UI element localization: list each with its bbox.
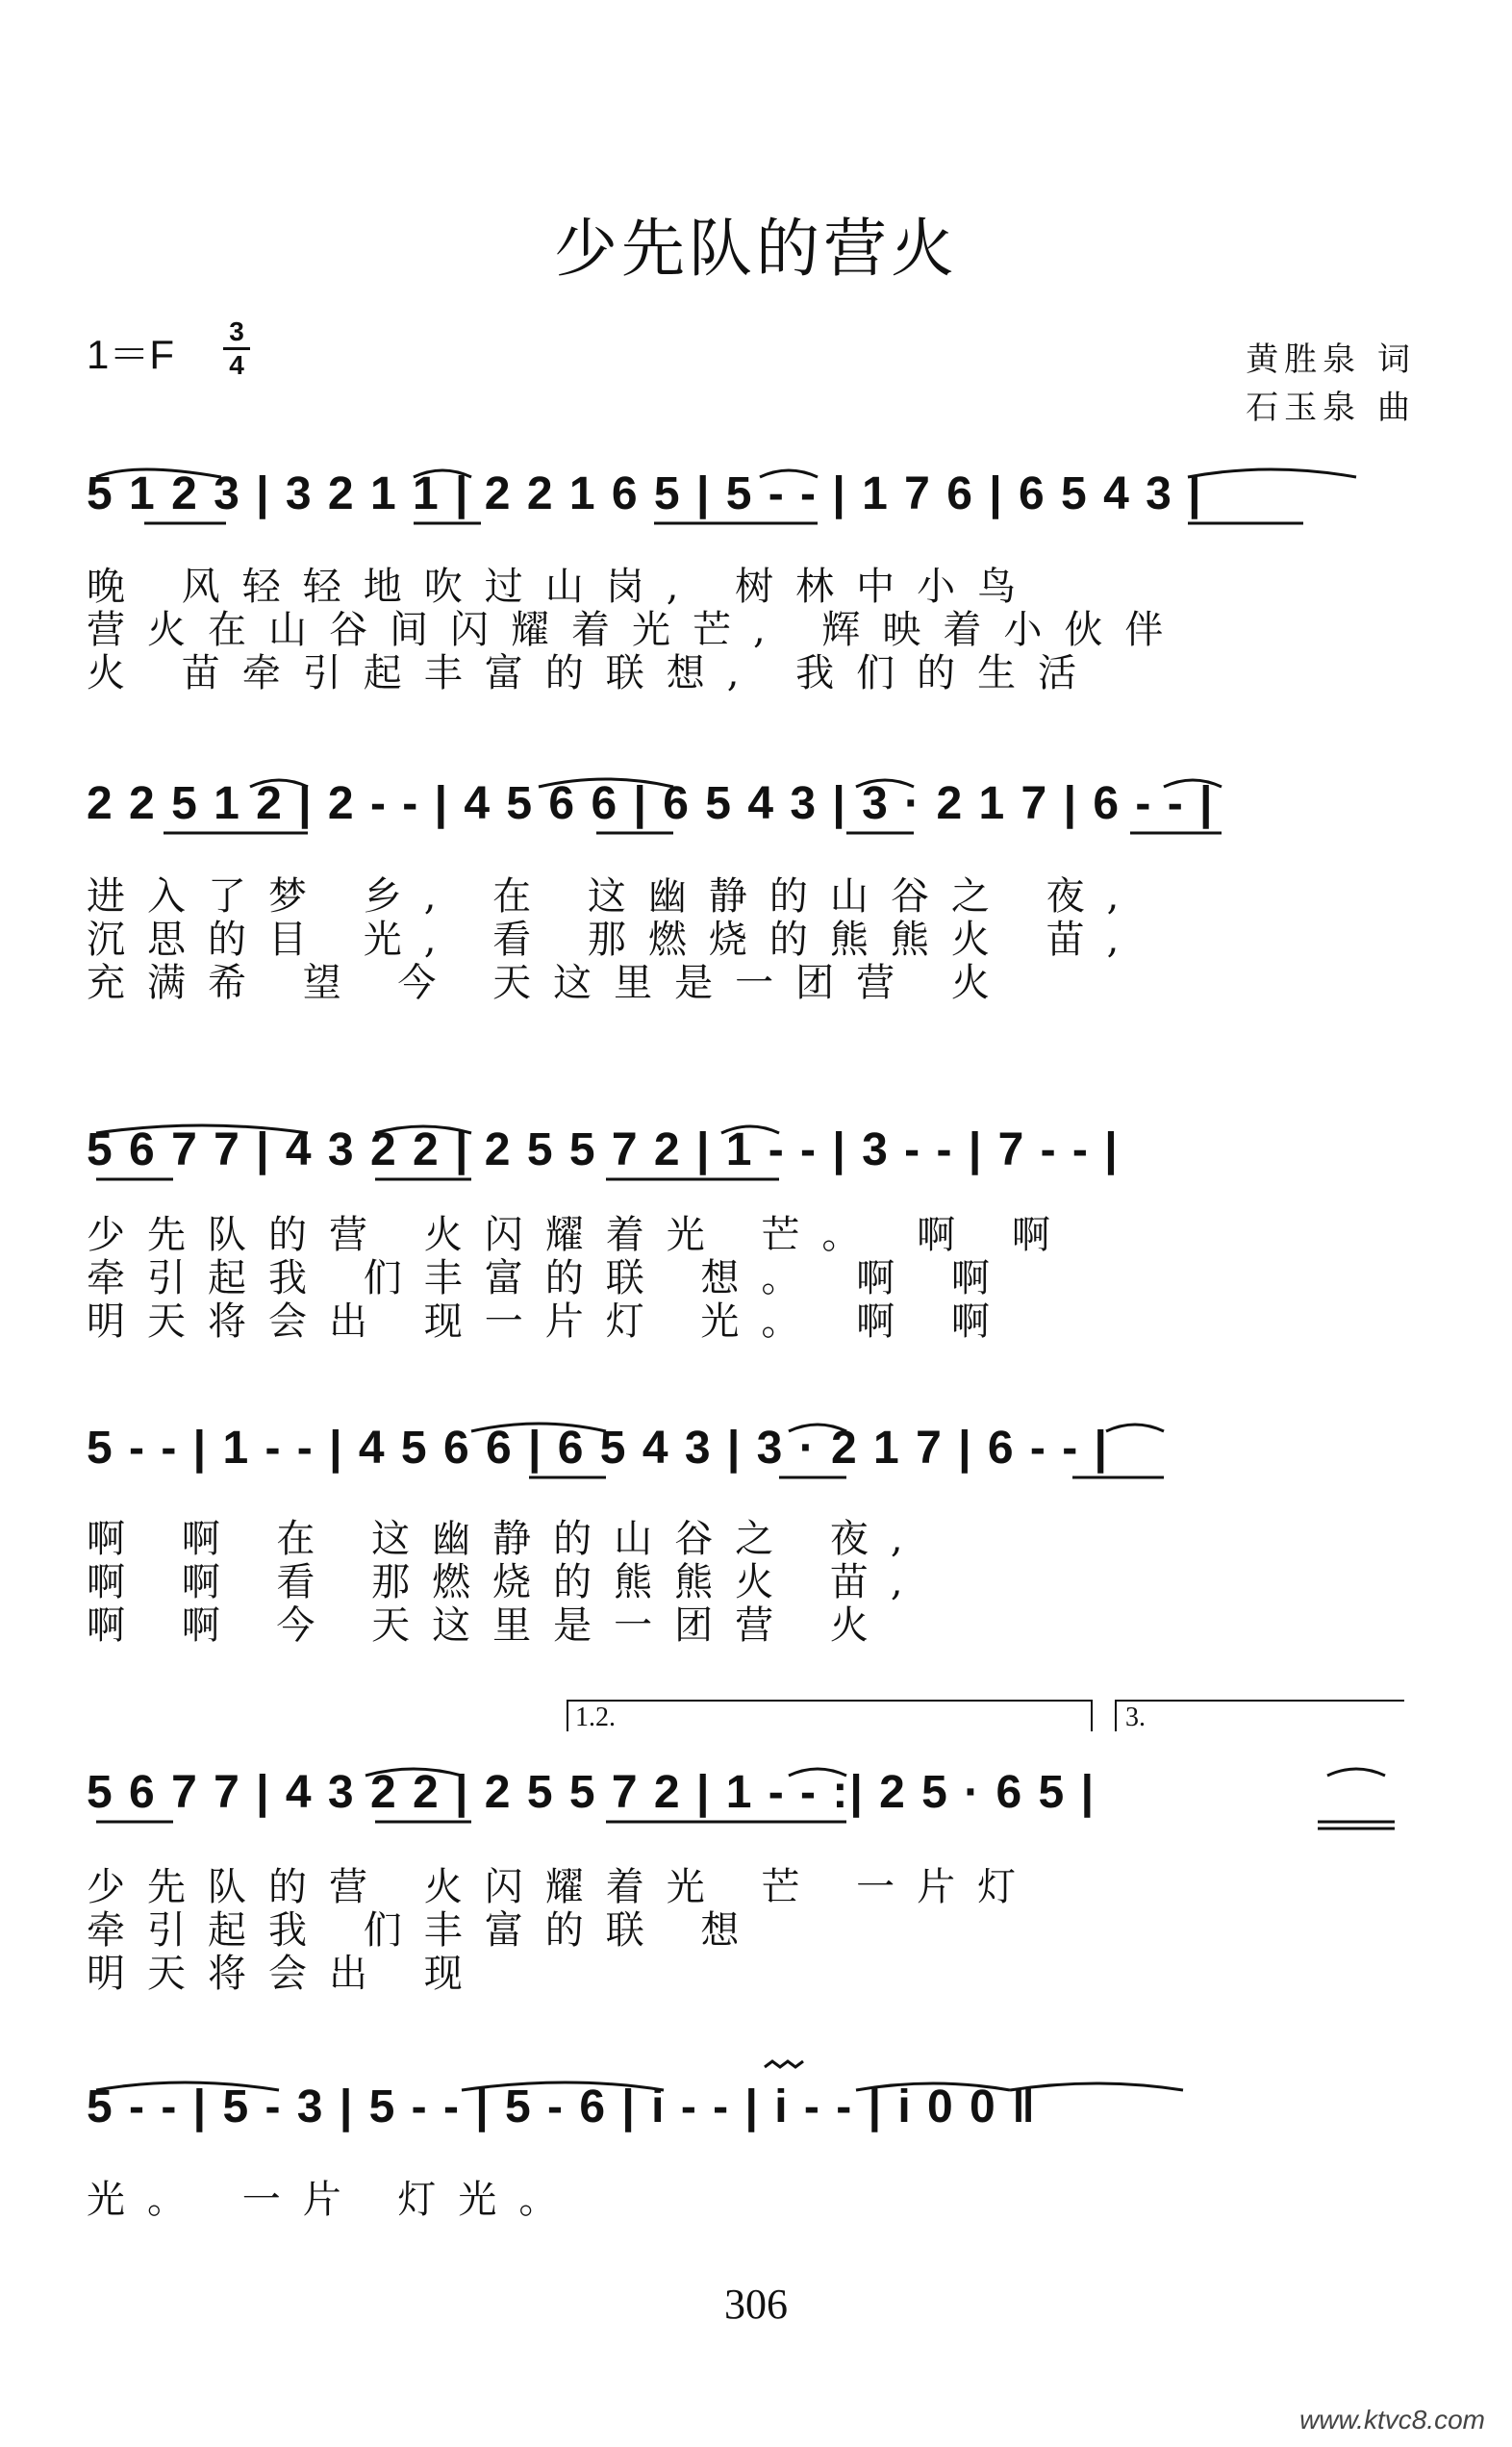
lyric-line-1-1: 晚 风轻轻地吹过山岗, 树林中小鸟 xyxy=(87,565,1039,609)
score-line-5 xyxy=(87,1758,1433,1845)
lyric-line-4-1: 啊 啊 在 这幽静的山谷之 夜, xyxy=(87,1517,925,1561)
lyric-line-4-2: 啊 啊 看 那燃烧的熊熊火 苗, xyxy=(87,1560,925,1604)
meter-bottom: 4 xyxy=(229,350,244,380)
watermark: www.ktvc8.com xyxy=(1299,2405,1485,2434)
lyric-line-3-1: 少先队的营 火闪耀着光 芒。 啊 啊 xyxy=(87,1213,1072,1257)
score-line-6-text: 5 - - | 5 - 3 | 5 - - | 5 - 6 | i - - | i - - | i 0 0 ‖ xyxy=(87,2081,1037,2132)
volta-1-2-label: 1.2. xyxy=(575,1703,616,1732)
score-line-2 xyxy=(87,769,1433,856)
page-number: 306 xyxy=(724,2281,788,2328)
lyric-line-5-3: 明天将会出 现 xyxy=(87,1952,485,1996)
score-line-4-text: 5 - - | 1 - - | 4 5 6 6 | 6 5 4 3 | 3 · 2 1 7 | 6 - - | xyxy=(87,1423,1109,1474)
lyric-line-4-3: 啊 啊 今 天这里是一团营 火 xyxy=(87,1603,891,1648)
score-line-3-text: 5 6 7 7 | 4 3 2 2 | 2 5 5 7 2 | 1 - - | 3 - - | 7 - - | xyxy=(87,1124,1120,1175)
lyric-line-6-1: 光。 一片 灯光。 xyxy=(87,2178,580,2222)
lyric-line-3-2: 牵引起我 们丰富的联 想。 啊 啊 xyxy=(87,1256,1012,1300)
key-signature: 1＝F xyxy=(87,332,175,377)
score-line-1-text: 5 1 2 3 | 3 2 1 1 | 2 2 1 6 5 | 5 - - | 1 7 6 | 6 5 4 3 | xyxy=(87,468,1203,519)
lyric-line-2-1: 进入了梦 乡, 在 这幽静的山谷之 夜, xyxy=(87,874,1142,919)
score-line-1 xyxy=(87,460,1433,546)
lyric-line-3-3: 明天将会出 现一片灯 光。 啊 啊 xyxy=(87,1299,1012,1344)
lyricist-credit: 黄胜泉 词 xyxy=(1246,341,1416,379)
composer-credit: 石玉泉 曲 xyxy=(1246,389,1416,427)
lyric-line-2-2: 沉思的目 光, 看 那燃烧的熊熊火 苗, xyxy=(87,918,1142,962)
score-line-4 xyxy=(87,1414,1433,1501)
volta-3-label: 3. xyxy=(1125,1703,1146,1732)
lyric-line-5-1: 少先队的营 火闪耀着光 芒 一片灯 xyxy=(87,1865,1039,1909)
meter-top: 3 xyxy=(229,316,244,346)
lyric-line-1-2: 营火在山谷间闪耀着光芒, 辉映着小伙伴 xyxy=(87,608,1186,652)
score-line-5-text: 5 6 7 7 | 4 3 2 2 | 2 5 5 7 2 | 1 - - :| 2 5 · 6 5 | xyxy=(87,1767,1096,1818)
score-line-2-text: 2 2 5 1 2 | 2 - - | 4 5 6 6 | 6 5 4 3 | 3 · 2 1 7 | 6 - - | xyxy=(87,778,1215,829)
lyric-line-1-3: 火 苗牵引起丰富的联想, 我们的生活 xyxy=(87,651,1099,695)
score-line-6 xyxy=(87,2073,1433,2159)
lyric-line-2-3: 充满希 望 今 天这里是一团营 火 xyxy=(87,961,1012,1005)
song-title: 少先队的营火 xyxy=(554,212,958,286)
lyric-line-5-2: 牵引起我 们丰富的联 想 xyxy=(87,1908,762,1953)
score-line-3 xyxy=(87,1116,1433,1202)
time-signature xyxy=(223,318,250,379)
volta-brackets xyxy=(558,1693,1424,1736)
